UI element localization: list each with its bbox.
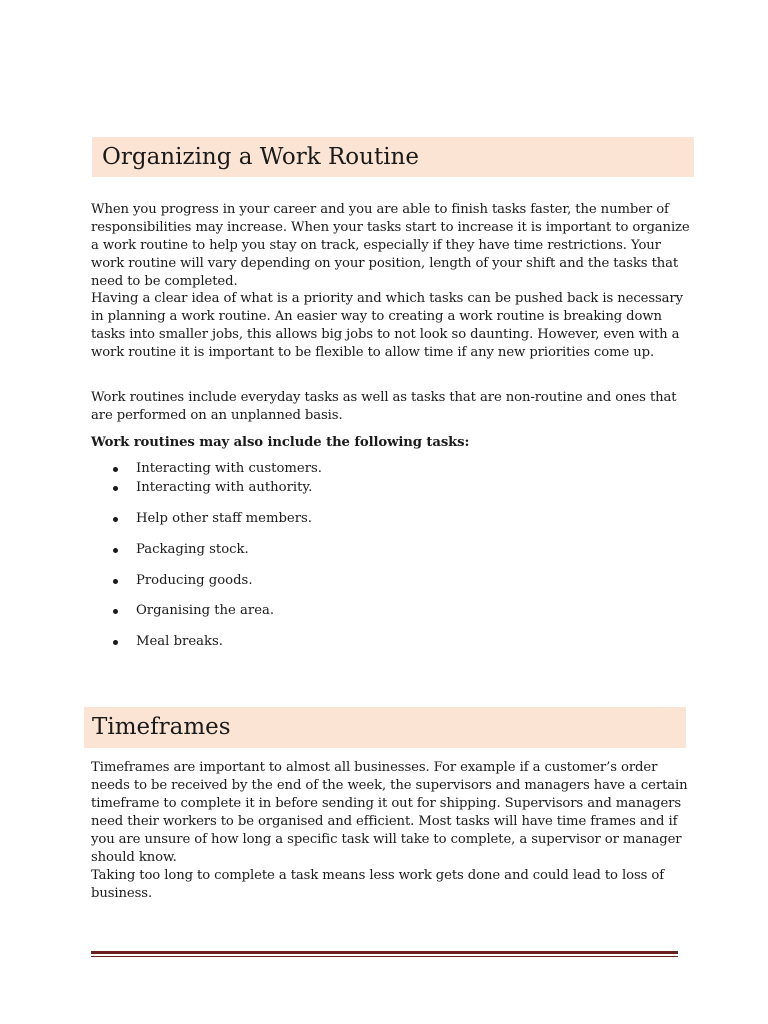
list-intro: Work routines may also include the following tasks: [91, 435, 470, 450]
body-paragraph: Work routines include everyday tasks as well as tasks that are non-routine and ones that are performed on an unplanned basis. [91, 390, 677, 423]
section-heading: Organizing a Work Routine [102, 144, 419, 170]
bullet-icon [113, 579, 118, 584]
body-paragraph: Timeframes are important to almost all businesses. For example if a customer’s order needs to be received by the end of the week, the supervisors and managers have a certain timeframe to complete it in before sending it out for shipping. Supervisors and managers need their workers to be organised and efficient. Most tasks will have time frames and if you are unsure of how long a specific task will take to complete, a supervisor or manager should know. [91, 760, 688, 865]
footer-divider [91, 951, 678, 954]
body-paragraph: Having a clear idea of what is a priority and which tasks can be pushed back is necessary in planning a work routine. An easier way to creating a work routine is breaking down tasks into smaller jobs, this allows big jobs to not look so daunting. However, even with a work routine it is important to be flexible to allow time if any new priorities come up. [91, 291, 683, 360]
section-heading: Timeframes [92, 714, 231, 740]
bullet-icon [113, 486, 118, 491]
section-heading-box [84, 707, 686, 748]
section-heading-box [92, 137, 694, 177]
body-paragraph: When you progress in your career and you are able to finish tasks faster, the number of responsibilities may increase. When your tasks start to increase it is important to organize a work routine to help you stay on track, especially if they have time restrictions. Your work routine will vary depending on your position, length of your shift and the tasks that need to be completed. [91, 202, 690, 289]
bullet-icon [113, 517, 118, 522]
footer-divider-thin [91, 956, 678, 957]
bullet-icon [113, 467, 118, 472]
bullet-icon [113, 548, 118, 553]
bullet-icon [113, 640, 118, 645]
body-paragraph: Taking too long to complete a task means less work gets done and could lead to loss of business. [91, 868, 664, 901]
bullet-icon [113, 609, 118, 614]
